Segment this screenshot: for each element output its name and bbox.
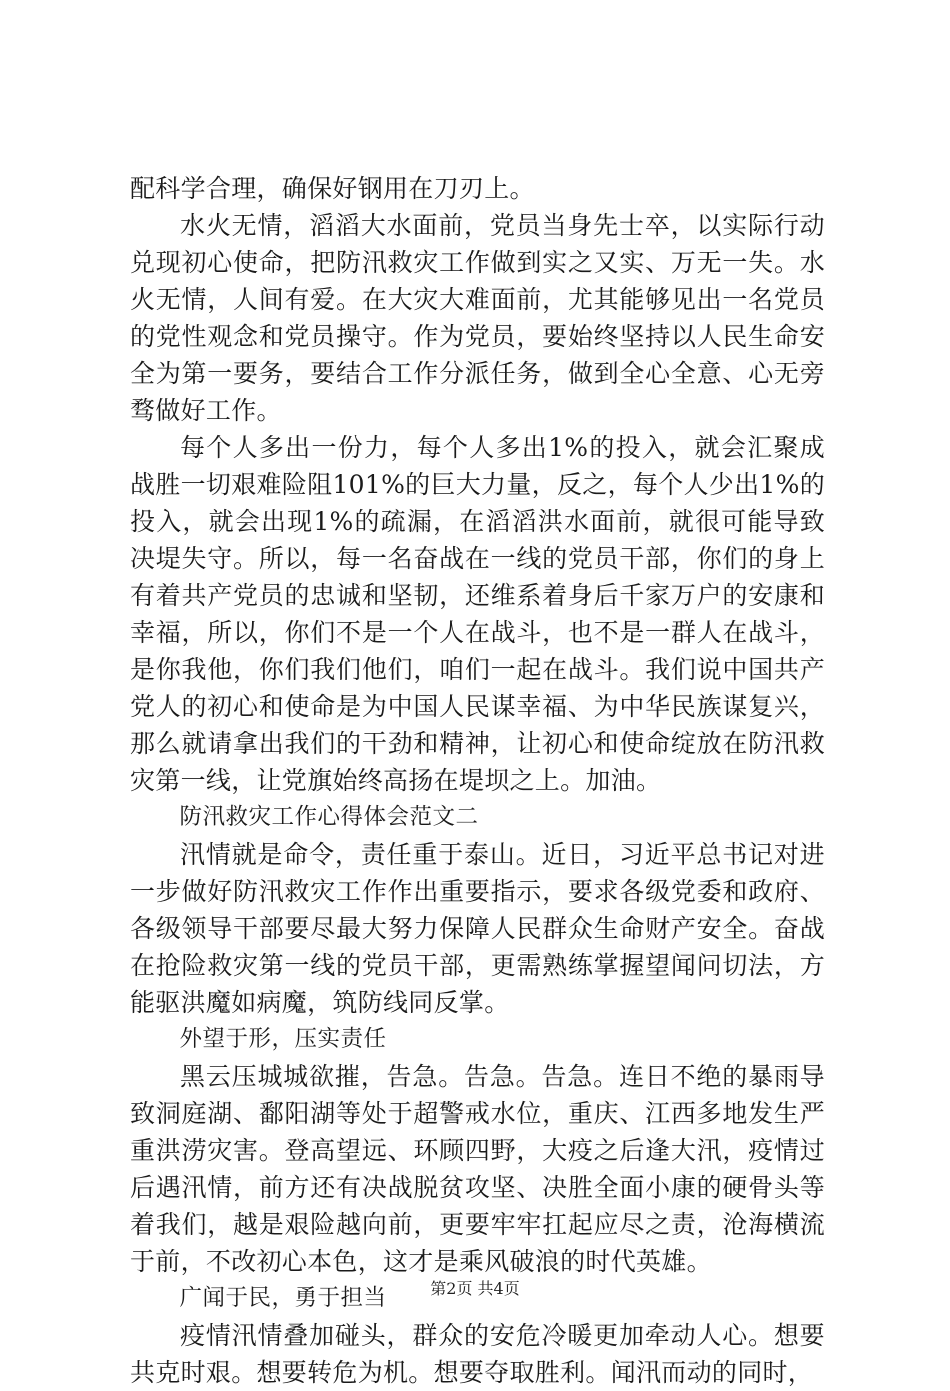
paragraph-continuation: 配科学合理，确保好钢用在刀刃上。 — [130, 174, 535, 203]
section-heading: 防汛救灾工作心得体会范文二 — [179, 804, 479, 830]
section-heading: 外望于形，压实责任 — [179, 1026, 387, 1052]
document-body — [130, 170, 825, 1391]
paragraph: 水火无情，滔滔大水面前，党员当身先士卒，以实际行动兑现初心使命，把防汛救灾工作做到实之又实、万无一失。水火无情，人间有爱。在大灾大难面前，尤其能够见出一名党员的党性观念和党员操守。作为党员，要始终坚持以人民生命安全为第一要务，要结合工作分派任务，做到全心全意、心无旁骛做好工作。 — [130, 211, 825, 425]
paragraph: 疫情汛情叠加碰头，群众的安危冷暖更加牵动人心。想要共克时艰。想要转危为机。想要夺取胜利。闻汛而动的同时， — [130, 1321, 825, 1387]
page-footer: 第2页 共4页 — [430, 1279, 520, 1298]
paragraph: 每个人多出一份力，每个人多出1%的投入，就会汇聚成战胜一切艰难险阻101%的巨大力量，反之，每个人少出1%的投入，就会出现1%的疏漏，在滔滔洪水面前，就很可能导致决堤失守。所以，每一名奋战在一线的党员干部，你们的身上有着共产党员的忠诚和坚韧，还维系着身后千家万户的安康和幸福，所以，你们不是一个人在战斗，也不是一群人在战斗，是你我他，你们我们他们，咱们一起在战斗。我们说中国共产党人的初心和使命是为中国人民谋幸福、为中华民族谋复兴，那么就请拿出我们的干劲和精神，让初心和使命绽放在防汛救灾第一线，让党旗始终高扬在堤坝之上。加油。 — [130, 433, 825, 795]
section-heading: 广闻于民，勇于担当 — [179, 1285, 387, 1311]
paragraph: 汛情就是命令，责任重于泰山。近日，习近平总书记对进一步做好防汛救灾工作作出重要指示，要求各级党委和政府、各级领导干部要尽最大努力保障人民群众生命财产安全。奋战在抢险救灾第一线的党员干部，更需熟练掌握望闻问切法，方能驱洪魔如病魔，筑防线同反掌。 — [130, 840, 825, 1017]
paragraph: 黑云压城城欲摧，告急。告急。告急。连日不绝的暴雨导致洞庭湖、鄱阳湖等处于超警戒水位，重庆、江西多地发生严重洪涝灾害。登高望远、环顾四野，大疫之后逢大汛，疫情过后遇汛情，前方还有决战脱贫攻坚、决胜全面小康的硬骨头等着我们，越是艰险越向前，更要牢牢扛起应尽之责，沧海横流于前，不改初心本色，这才是乘风破浪的时代英雄。 — [130, 1062, 825, 1276]
